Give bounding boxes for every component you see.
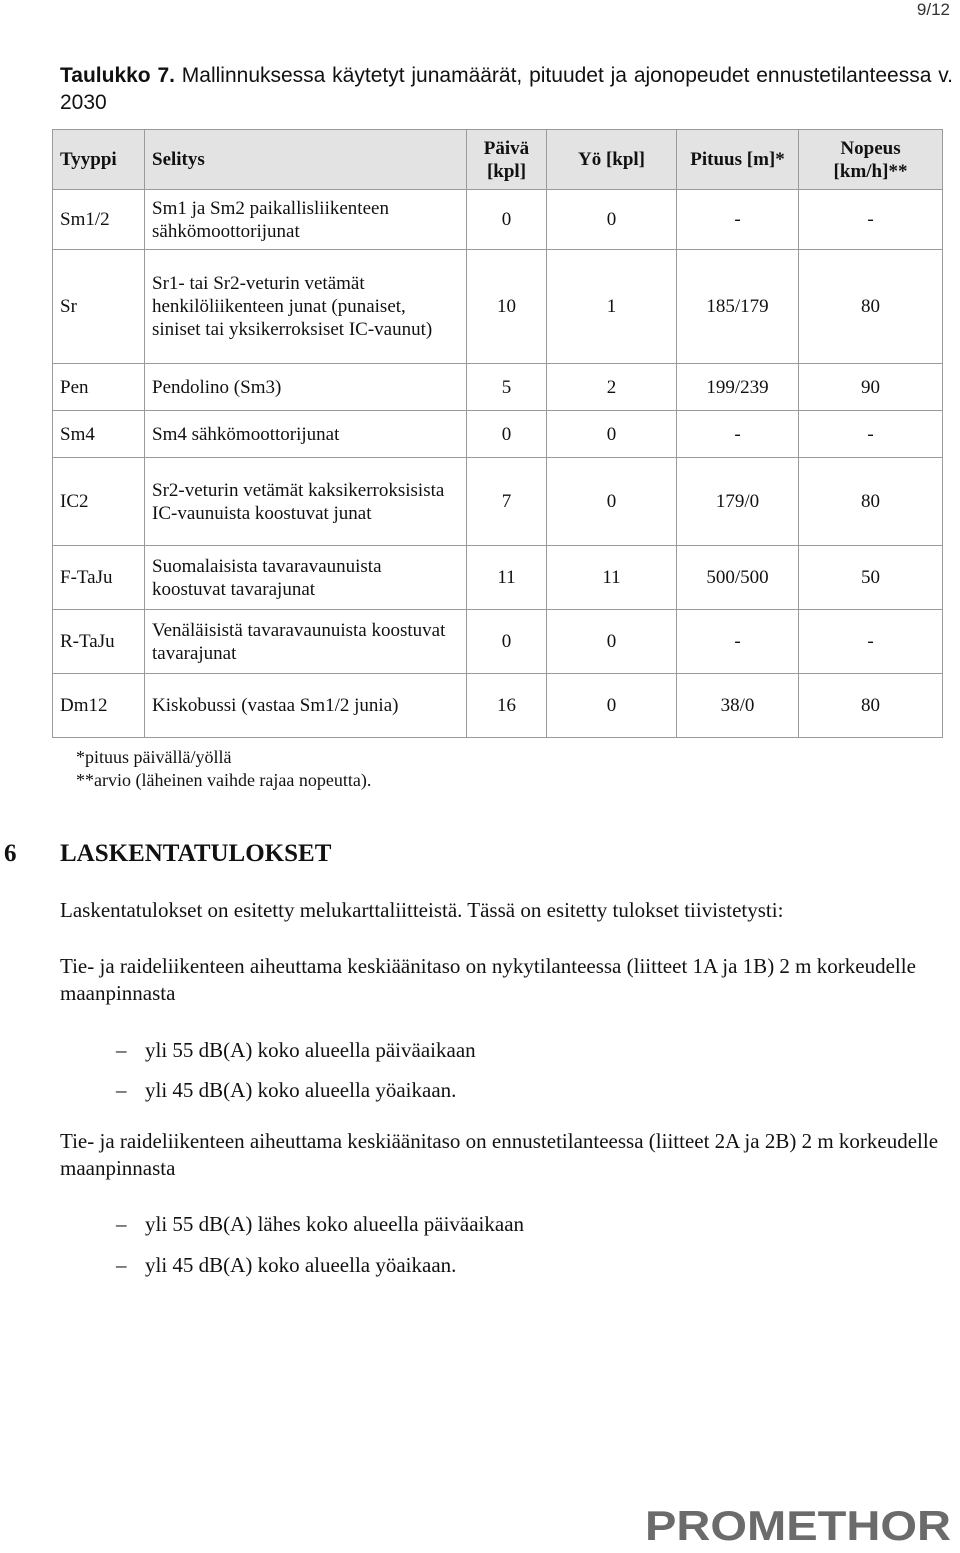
- cell-description: Sm1 ja Sm2 paikallisliikenteen sähkömoottorijunat: [145, 190, 467, 250]
- bullet-dash: –: [116, 1212, 127, 1236]
- section-title: LASKENTATULOKSET: [60, 840, 332, 867]
- list-item: [116, 1077, 456, 1104]
- cell-length: 500/500: [677, 546, 799, 610]
- header-speed: Nopeus [km/h]**: [799, 130, 943, 190]
- table-footnotes: [76, 746, 371, 792]
- cell-day: 16: [467, 674, 547, 738]
- bullet-text: yli 55 dB(A) koko alueella päiväaikaan: [145, 1038, 476, 1062]
- list-item: [116, 1252, 456, 1279]
- cell-speed: -: [799, 190, 943, 250]
- cell-description: Kiskobussi (vastaa Sm1/2 junia): [145, 674, 467, 738]
- caption-label: Taulukko 7.: [60, 64, 175, 87]
- intro-paragraph: Laskentatulokset on esitetty melukarttaliitteistä. Tässä on esitetty tulokset tiivistetysti:: [60, 898, 784, 922]
- header-type: Tyyppi: [53, 130, 145, 190]
- cell-type: Sm4: [53, 411, 145, 458]
- footnote-length: *pituus päivällä/yöllä: [76, 747, 232, 767]
- list-item: [116, 1037, 476, 1064]
- table-row: [53, 364, 943, 411]
- cell-night: 0: [547, 610, 677, 674]
- caption-text: Mallinnuksessa käytetyt junamäärät, pituudet ja ajonopeudet ennustetilanteessa v. 2030: [60, 64, 953, 114]
- cell-speed: 80: [799, 674, 943, 738]
- cell-length: -: [677, 411, 799, 458]
- cell-type: R-TaJu: [53, 610, 145, 674]
- table-row: [53, 458, 943, 546]
- cell-length: -: [677, 610, 799, 674]
- cell-speed: -: [799, 610, 943, 674]
- cell-description: Sr2-veturin vetämät kaksikerroksisista IC-vaunuista koostuvat junat: [145, 458, 467, 546]
- bullet-dash: –: [116, 1038, 127, 1062]
- current-situation-paragraph: Tie- ja raideliikenteen aiheuttama keskiäänitaso on nykytilanteessa (liitteet 1A ja 1B) 2 m korkeudelle maanpinnasta: [60, 954, 916, 1005]
- table-row: [53, 190, 943, 250]
- table-row: [53, 411, 943, 458]
- table-row: [53, 546, 943, 610]
- table-header-row: [53, 130, 943, 190]
- promethor-logo-icon: [645, 1500, 955, 1548]
- cell-day: 10: [467, 250, 547, 364]
- cell-length: 179/0: [677, 458, 799, 546]
- cell-day: 11: [467, 546, 547, 610]
- bullet-text: yli 45 dB(A) koko alueella yöaikaan.: [145, 1253, 457, 1277]
- cell-length: 199/239: [677, 364, 799, 411]
- cell-speed: 50: [799, 546, 943, 610]
- section-number: 6: [4, 840, 17, 867]
- cell-description: Sm4 sähkömoottorijunat: [145, 411, 467, 458]
- company-logo: [645, 1500, 955, 1553]
- cell-length: -: [677, 190, 799, 250]
- train-table: [52, 129, 943, 738]
- cell-description: Venäläisistä tavaravaunuista koostuvat tavarajunat: [145, 610, 467, 674]
- cell-type: Sr: [53, 250, 145, 364]
- bullet-text: yli 55 dB(A) lähes koko alueella päiväaikaan: [145, 1212, 525, 1236]
- cell-speed: 80: [799, 458, 943, 546]
- cell-night: 2: [547, 364, 677, 411]
- cell-type: IC2: [53, 458, 145, 546]
- header-length: Pituus [m]*: [677, 130, 799, 190]
- cell-speed: 90: [799, 364, 943, 411]
- cell-speed: 80: [799, 250, 943, 364]
- cell-night: 11: [547, 546, 677, 610]
- cell-type: Sm1/2: [53, 190, 145, 250]
- cell-night: 0: [547, 411, 677, 458]
- cell-day: 0: [467, 190, 547, 250]
- cell-night: 0: [547, 674, 677, 738]
- bullet-dash: –: [116, 1253, 127, 1277]
- header-night: Yö [kpl]: [547, 130, 677, 190]
- footnote-speed: **arvio (läheinen vaihde rajaa nopeutta).: [76, 770, 372, 790]
- header-day: Päivä [kpl]: [467, 130, 547, 190]
- table-row: [53, 250, 943, 364]
- cell-type: Pen: [53, 364, 145, 411]
- logo-text: PROMETHOR: [645, 1502, 951, 1548]
- cell-description: Pendolino (Sm3): [145, 364, 467, 411]
- table-row: [53, 610, 943, 674]
- table-caption: [60, 62, 953, 116]
- cell-night: 1: [547, 250, 677, 364]
- list-item: [116, 1211, 524, 1238]
- bullet-text: yli 45 dB(A) koko alueella yöaikaan.: [145, 1078, 457, 1102]
- cell-type: F-TaJu: [53, 546, 145, 610]
- cell-day: 0: [467, 610, 547, 674]
- section-heading: [4, 840, 331, 868]
- cell-night: 0: [547, 458, 677, 546]
- page-number: 9/12: [916, 0, 950, 19]
- cell-length: 38/0: [677, 674, 799, 738]
- cell-length: 185/179: [677, 250, 799, 364]
- cell-day: 0: [467, 411, 547, 458]
- cell-day: 7: [467, 458, 547, 546]
- cell-description: Suomalaisista tavaravaunuista koostuvat tavarajunat: [145, 546, 467, 610]
- table-row: [53, 674, 943, 738]
- header-description: Selitys: [145, 130, 467, 190]
- bullet-dash: –: [116, 1078, 127, 1102]
- cell-day: 5: [467, 364, 547, 411]
- cell-speed: -: [799, 411, 943, 458]
- cell-type: Dm12: [53, 674, 145, 738]
- forecast-paragraph: Tie- ja raideliikenteen aiheuttama keskiäänitaso on ennustetilanteessa (liitteet 2A ja 2B) 2 m korkeudelle maanpinnasta: [60, 1129, 939, 1180]
- cell-description: Sr1- tai Sr2-veturin vetämät henkilöliikenteen junat (punaiset, siniset tai yksikerroksiset IC-vaunut): [145, 250, 467, 364]
- cell-night: 0: [547, 190, 677, 250]
